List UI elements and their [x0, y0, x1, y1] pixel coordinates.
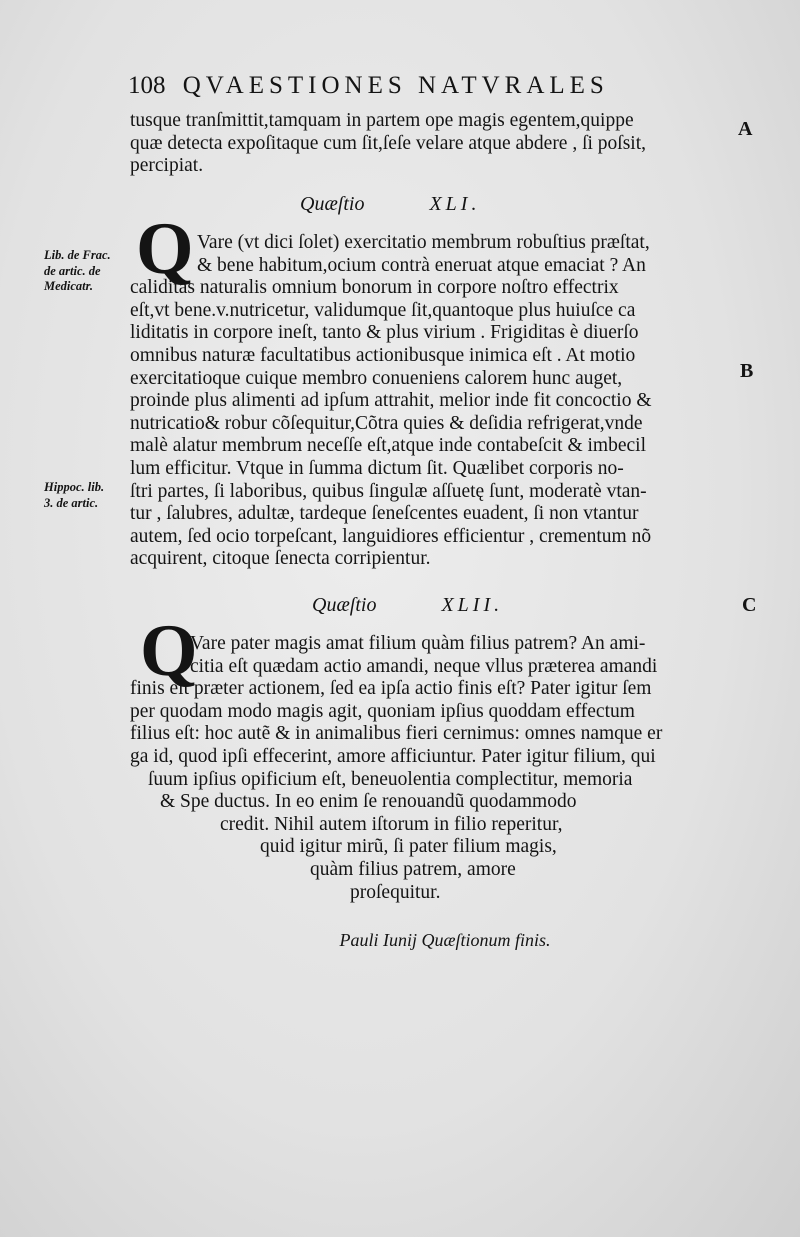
text-line: percipiat.: [130, 155, 204, 177]
question-41-heading: [300, 193, 480, 216]
question-number: XLII.: [441, 594, 504, 616]
text-line: nutricatio& robur cõſequitur,Cõtra quies & deſidia refrigerat,vnde: [130, 412, 643, 434]
text-line: & Spe ductus. In eo enim ſe renouandũ quodammodo: [160, 791, 577, 813]
text-line: quæ detecta expoſitaque cum ſit,ſeſe velare atque abdere , ſi poſsit,: [130, 132, 647, 154]
text-line: caliditas naturalis omnium bonorum in corpore noſtro effectrix: [130, 277, 619, 299]
text-line: omnibus naturæ facultatibus actionibusque inimica eſt . At motio: [130, 344, 636, 366]
text-line: liditatis in corpore ineſt, tanto & plus virium . Frigiditas è diuerſo: [130, 322, 639, 344]
margin-note-line: Medicatr.: [44, 279, 93, 293]
running-title: QVAESTIONES NATVRALES: [182, 72, 609, 99]
text-line: malè alatur membrum neceſſe eſt,atque inde contabeſcit & imbecil: [130, 435, 646, 457]
text-line: Vare (vt dici ſolet) exercitatio membrum robuſtius præſtat,: [197, 232, 650, 253]
question-41-body: [130, 232, 726, 571]
page-number: 108: [128, 72, 166, 99]
margin-note-line: Hippoc. lib.: [44, 480, 105, 494]
text-line: citia eſt quædam actio amandi, neque vllus præterea amandi: [190, 655, 658, 677]
finis-line: Pauli Iunij Quæſtionum finis.: [339, 930, 551, 950]
section-letter-b: B: [740, 360, 754, 382]
text-line: finis eſt præter actionem, ſed ea ipſa actio finis eſt? Pater igitur ſem: [130, 678, 652, 700]
margin-note-line: 3. de artic.: [44, 495, 99, 510]
margin-note-line: Lib. de Frac.: [44, 248, 111, 262]
margin-note-hippoc: [44, 480, 104, 511]
text-line: & bene habitum,ocium contrà eneruat atque emaciat ? An: [197, 254, 646, 276]
text-line: filius eſt: hoc autẽ & in animalibus fieri cernimus: omnes namque er: [130, 723, 663, 745]
text-line: proſequitur.: [350, 881, 441, 903]
question-number: XLI.: [429, 193, 481, 215]
dropcap-q41: Q: [136, 208, 194, 290]
text-line: Vare pater magis amat filium quàm filius patrem? An ami-: [190, 633, 646, 654]
text-line: ga id, quod ipſi effecerint, amore afficiuntur. Pater igitur filium, qui: [130, 745, 656, 767]
text-line: tusque tranſmittit,tamquam in partem ope magis egentem,quippe: [130, 110, 634, 131]
text-line: ſtri partes, ſi laboribus, quibus ſingulæ aſſuetę ſunt, moderatè vtan-: [130, 480, 647, 502]
text-line: quàm filius patrem, amore: [310, 858, 516, 880]
text-line: tur , ſalubres, adultæ, tardeque ſeneſcentes euadent, ſi non vtantur: [130, 503, 639, 525]
text-line: lum efficitur. Vtque in ſumma dictum ſit. Quælibet corporis no-: [130, 457, 624, 479]
text-line: credit. Nihil autem iſtorum in filio reperitur,: [220, 813, 563, 835]
text-line: quid igitur mirũ, ſi pater filium magis,: [260, 836, 557, 858]
text-line: exercitatioque cuique membro conueniens calorem hunc auget,: [130, 367, 623, 389]
continuation-paragraph: [130, 110, 726, 178]
question-title: Quæſtio: [312, 594, 377, 616]
running-header: [128, 72, 609, 100]
margin-note-frac: [44, 248, 111, 295]
margin-note-line: de artic. de: [44, 263, 101, 278]
dropcap-q42: Q: [140, 610, 198, 692]
question-42-body: [130, 633, 726, 904]
text-line: proinde plus alimenti ad ipſum attrahit, melior inde fit concoctio &: [130, 390, 652, 412]
question-title: Quæſtio: [300, 193, 365, 215]
text-line: eſt,vt bene.v.nutricetur, validumque ſit,quantoque plus huiuſce ca: [130, 299, 636, 321]
question-42-heading: [312, 594, 503, 617]
text-line: acquirent, citoque ſenecta corripientur.: [130, 548, 431, 570]
text-line: per quodam modo magis agit, quoniam ipſius quoddam effectum: [130, 700, 635, 722]
text-line: ſuum ipſius opificium eſt, beneuolentia complectitur, memoria: [148, 768, 633, 790]
section-letter-a: A: [738, 118, 753, 140]
text-line: autem, ſed ocio torpeſcant, languidiores efficientur , crementum nõ: [130, 525, 652, 547]
section-letter-c: C: [742, 594, 757, 616]
